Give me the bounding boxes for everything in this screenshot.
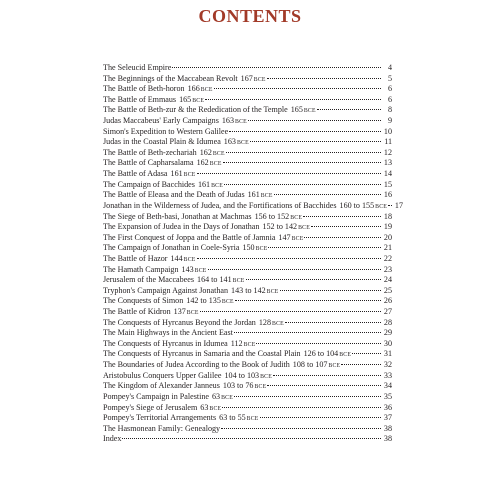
toc-entry (103, 243, 392, 254)
toc-entry (103, 286, 392, 297)
toc-entry-era: BCE (375, 203, 388, 210)
toc-entry-page-number: 23 (383, 264, 392, 274)
toc-entry-page-number: 10 (383, 126, 392, 136)
dot-leader (267, 78, 381, 79)
toc-entry-era: BCE (183, 172, 196, 179)
toc-entry-date-value: 63 (212, 391, 221, 401)
toc-entry-era: BCE (200, 87, 213, 94)
toc-entry (103, 222, 392, 233)
toc-entry-era: BCE (253, 76, 266, 83)
toc-entry-title: Judas in the Coastal Plain & Idumea (103, 137, 221, 147)
toc-entry-era: BCE (254, 384, 267, 391)
toc-entry (103, 296, 392, 307)
dot-leader (285, 322, 381, 323)
toc-entry-page-number: 30 (383, 338, 392, 348)
toc-entry (103, 318, 392, 329)
toc-entry-date-value: 137 (173, 307, 186, 317)
toc-entry (103, 74, 392, 85)
toc-entry-page-number: 34 (383, 381, 392, 391)
toc-entry-date (278, 233, 303, 245)
toc-entry-era: BCE (266, 288, 279, 295)
toc-entry-page-number: 27 (383, 307, 392, 317)
toc-entry-page-number: 4 (387, 63, 392, 72)
toc-entry-page-number: 19 (383, 222, 392, 232)
toc-entry-era: BCE (221, 299, 234, 306)
toc-entry (103, 392, 392, 403)
toc-entry-date-value: 164 to 141 (197, 275, 232, 285)
toc-entry-era: BCE (298, 225, 310, 232)
toc-entry-page-number: 8 (387, 105, 392, 115)
toc-entry-title: The Expansion of Judea in the Days of Jonathan (103, 222, 260, 232)
toc-entry-title: The Seleucid Empire (103, 63, 172, 72)
toc-entry-title: The Battle of Hazor (103, 253, 168, 263)
toc-entry-date-value: 112 (230, 338, 243, 348)
toc-entry-title: The Conquests of Hyrcanus Beyond the Jordan (103, 317, 256, 327)
dot-leader (317, 109, 381, 110)
toc-entry-date-value: 143 to 142 (231, 285, 266, 295)
toc-entry-era: BCE (212, 150, 225, 157)
dot-leader (274, 194, 381, 195)
toc-entry-title: The Conquests of Hyrcanus in Idumea (103, 338, 228, 348)
toc-entry-date-value: 161 (247, 190, 260, 200)
toc-entry (103, 148, 392, 159)
toc-entry-title: The Battle of Beth-zechariah (103, 147, 197, 157)
toc-entry-title: Aristobulus Conquers Upper Galilee (103, 370, 222, 380)
toc-entry (103, 212, 392, 223)
toc-entry-page-number: 9 (387, 116, 392, 126)
toc-entry-page-number: 38 (383, 423, 392, 433)
toc-entry-era: BCE (291, 235, 304, 242)
toc-entry (103, 275, 392, 286)
toc-entry-page-number: 20 (383, 232, 392, 242)
toc-entry (103, 339, 392, 350)
toc-entry (103, 233, 392, 244)
toc-entry-date-value: 160 to 155 (339, 200, 375, 210)
toc-entry (103, 254, 392, 265)
toc-entry-era: BCE (290, 214, 303, 221)
toc-entry-date-value: 103 to 76 (222, 381, 254, 391)
toc-entry-page-number: 31 (383, 349, 392, 359)
toc-entry (103, 371, 392, 382)
toc-entry-era: BCE (186, 310, 199, 317)
toc-entry (103, 349, 392, 360)
toc-entry-era: BCE (272, 320, 284, 327)
toc-entry-date (224, 137, 249, 149)
toc-entry (103, 116, 392, 127)
dot-leader (197, 173, 381, 174)
toc-entry (103, 63, 392, 74)
toc-entry-title: The Beginnings of the Maccabean Revolt (103, 73, 238, 83)
dot-leader (267, 385, 381, 386)
dot-leader (246, 279, 381, 280)
toc-entry-era: BCE (235, 119, 247, 126)
toc-entry-date (293, 360, 341, 372)
toc-entry-era: BCE (209, 161, 222, 168)
dot-leader (341, 364, 381, 365)
toc-entry (103, 360, 392, 371)
toc-entry (103, 137, 392, 148)
toc-entry-page-number: 6 (387, 94, 392, 104)
dot-leader (200, 311, 381, 312)
toc-entry-date-value: 126 to 104 (303, 349, 339, 359)
toc-entry (103, 403, 392, 414)
dot-leader (311, 226, 381, 227)
toc-entry (103, 434, 392, 445)
toc-entry (103, 413, 392, 424)
toc-entry-title: The Conquests of Simon (103, 296, 184, 306)
dot-leader (250, 141, 381, 142)
toc-entry-title: The Battle of Beth-horon (103, 84, 185, 94)
dot-leader (221, 428, 381, 429)
toc-entry-date-value: 162 (196, 158, 209, 168)
toc-entry-date (340, 201, 388, 213)
toc-entry-title: The Battle of Capharsalama (103, 158, 194, 168)
toc-entry-title: The Campaign of Jonathan in Coele-Syria (103, 243, 240, 253)
toc-entry-date-value: 167 (240, 73, 253, 83)
toc-entry-page-number: 22 (383, 253, 392, 263)
toc-entry-title: The Siege of Beth-basi, Jonathan at Machmas (103, 211, 252, 221)
toc-entry-title: The Battle of Adasa (103, 169, 168, 179)
dot-leader (122, 438, 381, 439)
toc-entry-page-number: 14 (383, 169, 392, 179)
toc-entry-date-value: 165 (290, 105, 303, 115)
dot-leader (222, 407, 381, 408)
toc-entry (103, 328, 392, 339)
toc-entry-page-number: 6 (387, 84, 392, 94)
toc-entry (103, 180, 392, 191)
toc-entry-date-value: 142 to 135 (186, 296, 221, 306)
dot-leader (224, 184, 381, 185)
dot-leader (197, 258, 381, 259)
toc-entry-title: The Main Highways in the Ancient East (103, 328, 233, 338)
toc-entry-date (241, 74, 266, 86)
toc-entry-date-value: 63 (200, 402, 209, 412)
dot-leader (205, 99, 381, 100)
toc-entry (103, 95, 392, 106)
toc-entry-page-number: 15 (383, 179, 392, 189)
dot-leader (352, 353, 381, 354)
toc-entry-date-value: 128 (258, 317, 271, 327)
toc-entry-date (291, 105, 316, 117)
toc-entry-title: The Battle of Kidron (103, 307, 171, 317)
dot-leader (223, 162, 381, 163)
toc-entry-title: The First Conquest of Joppa and the Battle of Jamnia (103, 232, 276, 242)
toc-entry-era: BCE (243, 341, 256, 348)
toc-entry-date-value: 147 (278, 232, 291, 242)
toc-entry-era: BCE (236, 140, 249, 147)
toc-entry-date-value: 161 (197, 179, 211, 189)
toc-entry-date-value: 152 to 142 (262, 222, 298, 232)
toc-entry-date-value: 144 (170, 253, 183, 263)
toc-entry-title: Pompey's Campaign in Palestine (103, 391, 209, 401)
dot-leader (234, 396, 381, 397)
toc-entry-era: BCE (246, 416, 259, 423)
toc-entry-page-number: 25 (383, 285, 392, 295)
dot-leader (234, 332, 381, 333)
toc-entry-page-number: 36 (383, 402, 392, 412)
toc-entry-date (242, 243, 267, 255)
toc-entry-date-value: 104 to 103 (224, 370, 260, 380)
dot-leader (208, 269, 381, 270)
toc-entry-date-value: 63 to 55 (219, 413, 246, 423)
toc-entry (103, 158, 392, 169)
toc-entry-title: The Hasmonean Family: Genealogy (103, 423, 221, 433)
toc-entry-date (259, 318, 284, 330)
toc-entry-title: The Kingdom of Alexander Janneus (103, 381, 220, 391)
toc-entry (103, 424, 392, 435)
toc-entry-era: BCE (260, 373, 272, 380)
dot-leader (226, 152, 381, 153)
toc-entry-page-number: 17 (394, 200, 404, 210)
dot-leader (235, 300, 381, 301)
dot-leader (260, 417, 381, 418)
toc-entry (103, 200, 404, 212)
toc-entry-page-number: 29 (383, 328, 392, 338)
toc-entry-page-number: 35 (383, 391, 392, 401)
toc-entry-date-value: 156 to 152 (254, 211, 290, 221)
toc-entry (103, 381, 392, 392)
toc-entry (103, 307, 392, 318)
toc-entry (103, 169, 392, 180)
toc-entry-title: The Battle of Emmaus (103, 94, 177, 104)
dot-leader (172, 67, 381, 68)
toc-entry-title: The Campaign of Bacchides (103, 179, 195, 189)
toc-entry-era: BCE (211, 182, 223, 189)
toc-entry-title: Index (103, 434, 122, 444)
toc-entry-era: BCE (303, 108, 316, 115)
toc-entry-era: BCE (260, 193, 273, 200)
page-title: CONTENTS (198, 6, 302, 26)
toc-entry-page-number: 26 (383, 296, 392, 306)
toc-entry-title: The Boundaries of Judea According to the Book of Judith (103, 360, 290, 370)
dot-leader (248, 120, 381, 121)
toc-entry-title: Pompey's Territorial Arrangements (103, 413, 217, 423)
toc-entry-date-value: 163 (221, 116, 235, 126)
toc-entry-title: The Hamath Campaign (103, 264, 179, 274)
toc-entry-page-number: 13 (383, 158, 392, 168)
toc-entry-era: BCE (183, 256, 196, 263)
toc-entry-title: Tryphon's Campaign Against Jonathan (103, 285, 229, 295)
dot-leader (303, 216, 381, 217)
toc-entry-era: BCE (255, 246, 268, 253)
toc-entry-date-value: 108 to 107 (292, 360, 328, 370)
dot-leader (229, 131, 381, 132)
toc-entry-date (197, 158, 222, 170)
toc-entry-era: BCE (328, 363, 341, 370)
toc-entry-date-value: 162 (199, 147, 212, 157)
toc-entry-era: BCE (221, 394, 233, 401)
toc-entry-page-number: 33 (383, 370, 392, 380)
toc-entry-date-value: 143 (181, 264, 194, 274)
toc-entry-era: BCE (339, 352, 352, 359)
toc-entry-date-value: 165 (179, 94, 192, 104)
toc-entry-page-number: 16 (383, 190, 392, 200)
toc-entry (103, 190, 392, 201)
toc-entry-era: BCE (232, 278, 245, 285)
toc-entry-date-value: 166 (187, 84, 200, 94)
dot-leader (304, 237, 381, 238)
toc-entry-date (219, 413, 258, 425)
dot-leader (280, 290, 381, 291)
dot-leader (214, 88, 381, 89)
toc-entry-title: Jonathan in the Wilderness of Judea, and the Fortifications of Bacchides (103, 200, 337, 210)
toc-entry-page-number: 18 (383, 211, 392, 221)
toc-entry (103, 84, 392, 95)
toc-entry-date-value: 163 (223, 137, 236, 147)
toc-entry-page-number: 28 (383, 317, 392, 327)
dot-leader (388, 205, 392, 206)
dot-leader (256, 343, 381, 344)
toc-entry-title: Pompey's Siege of Jerusalem (103, 402, 198, 412)
toc-entry-page-number: 38 (383, 434, 392, 444)
toc-entry-page-number: 5 (387, 73, 392, 83)
toc-entry (103, 265, 392, 276)
toc-entry (103, 105, 392, 116)
toc-entry-title: Simon's Expedition to Western Galilee (103, 126, 229, 136)
table-of-contents (103, 63, 404, 445)
toc-entry-page-number: 37 (383, 413, 392, 423)
toc-entry-era: BCE (192, 97, 205, 104)
toc-entry-date (231, 286, 279, 298)
toc-entry-era: BCE (194, 267, 207, 274)
toc-entry-title: Judas Maccabeus' Early Campaigns (103, 116, 219, 126)
toc-entry-title: Jerusalem of the Maccabees (103, 275, 195, 285)
toc-entry (103, 127, 392, 138)
toc-entry-page-number: 21 (383, 243, 392, 253)
toc-entry-title: The Battle of Beth-zur & the Rededication of the Temple (103, 105, 288, 115)
toc-entry-page-number: 32 (383, 360, 392, 370)
toc-entry-date-value: 150 (242, 243, 255, 253)
toc-entry-title: The Battle of Eleasa and the Death of Judas (103, 190, 245, 200)
dot-leader (268, 247, 381, 248)
toc-entry-page-number: 11 (384, 137, 392, 147)
toc-entry-era: BCE (209, 405, 222, 412)
toc-entry-page-number: 12 (383, 147, 392, 157)
dot-leader (273, 375, 381, 376)
toc-entry-title: The Conquests of Hyrcanus in Samaria and the Coastal Plain (103, 349, 301, 359)
toc-entry-date-value: 161 (170, 169, 183, 179)
toc-entry-page-number: 24 (383, 275, 392, 285)
